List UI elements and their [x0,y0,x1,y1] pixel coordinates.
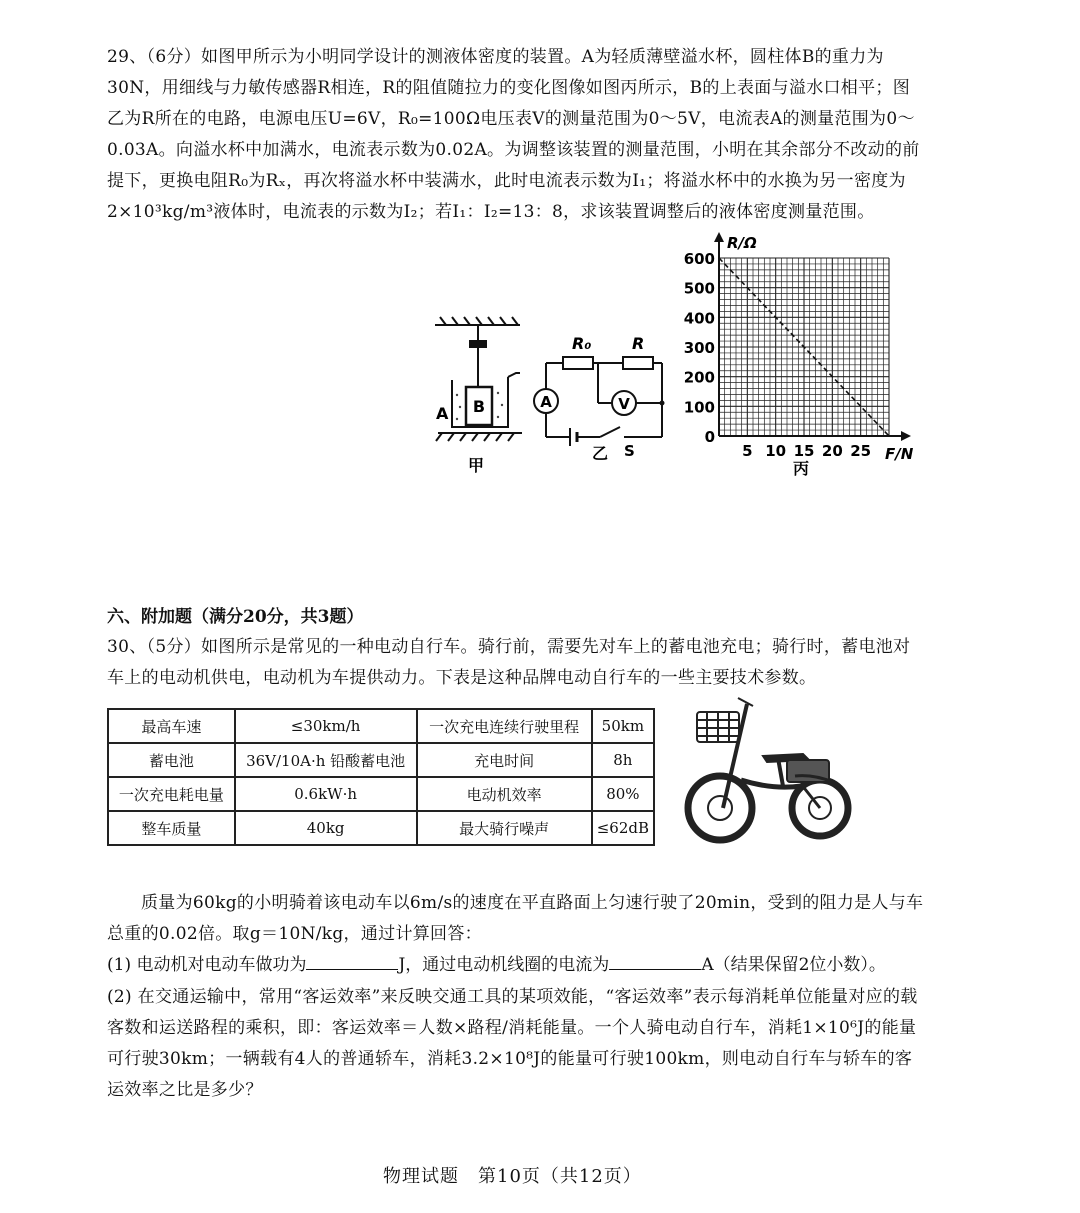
table-cell: 一次充电连续行驶里程 [417,709,592,743]
table-cell: 0.6kW·h [235,777,417,811]
electric-bicycle-illustration [683,690,858,855]
x-axis-arrow [901,431,911,441]
voltmeter-label: V [618,395,630,413]
table-row [108,811,654,845]
x-tick-label: 10 [765,442,787,460]
x-tick-label: 25 [850,442,872,460]
answer-blank-current[interactable] [609,952,701,970]
y-tick-label: 400 [683,309,715,328]
table-cell: 电动机效率 [417,777,592,811]
cylinder-b-label: B [472,397,486,416]
table-cell: 一次充电耗电量 [108,777,235,811]
figure-jia-caption: 甲 [467,456,485,475]
x-tick-label: 5 [742,442,753,460]
sub-question-1 [107,950,886,975]
y-axis-arrow [714,232,724,242]
question-29-text: 29、（6分）如图甲所示为小明同学设计的测液体密度的装置。A为轻质薄壁溢水杯，圆柱体B的重力为30N，用细线与力敏传感器R相连，R的阻值随拉力的变化图像如图丙所示，B的上表面与溢水口相平；图乙为R所在的电路，电源电压U=6V，R₀=100Ω电压表V的测量范围为0～5V，电流表A的测量范围为0～0.03A。向溢水杯中加满水，电流表示数为0.02A。为调整该装置的测量范围，小明在其余部分不改动的前提下，更换电阻R₀为Rₓ，再次将溢水杯中装满水，此时电流表示数为I₁；将溢水杯中的水换为另一密度为2×10³kg/m³液体时，电流表的示数为I₂；若I₁：I₂=13：8，求该装置调整后的液体密度测量范围。 [107,47,920,222]
table-cell: 蓄电池 [108,743,235,777]
y-tick-label: 200 [683,368,715,387]
figure-jia [430,315,530,480]
figure-bing-chart [675,228,925,483]
sub-question-1-part-a: (1) 电动机对电动车做功为 [107,955,307,975]
sub-question-1-part-b: J，通过电动机线圈的电流为 [398,955,610,975]
spec-table [107,708,655,846]
question-30-intro: 30、（5分）如图所示是常见的一种电动自行车。骑行前，需要先对车上的蓄电池充电；骑行时，蓄电池对车上的电动机供电，电动机为车提供动力。下表是这种品牌电动自行车的一些主要技术参数。 [107,637,911,688]
table-row [108,777,654,811]
table-cell: 80% [592,777,654,811]
r-label: R [632,334,645,353]
table-row [108,709,654,743]
x-tick-label: 20 [821,442,843,460]
ammeter-label: A [540,393,552,411]
table-cell: 36V/10A·h 铅酸蓄电池 [235,743,417,777]
table-cell: 8h [592,743,654,777]
table-cell: 充电时间 [417,743,592,777]
table-cell: 40kg [235,811,417,845]
figure-yi [528,325,678,460]
table-cell: ≤30km/h [235,709,417,743]
y-tick-label: 100 [683,398,715,417]
table-cell: 整车质量 [108,811,235,845]
figure-yi-caption: 乙 [591,444,609,460]
r0-label: R₀ [572,334,592,353]
table-cell: 最大骑行噪声 [417,811,592,845]
page-footer: 物理试题 第10页（共12页） [383,1166,642,1187]
table-cell: ≤62dB [592,811,654,845]
y-tick-label: 500 [683,279,715,298]
table-row [108,743,654,777]
y-tick-label: 600 [683,250,715,268]
table-cell: 最高车速 [108,709,235,743]
question-30-body: 质量为60kg的小明骑着该电动车以6m/s的速度在平直路面上匀速行驶了20min，受到的阻力是人与车总重的0.02倍。取g＝10N/kg，通过计算回答： [107,893,924,944]
sub-question-1-part-c: A（结果保留2位小数）。 [701,955,886,975]
cup-a-label: A [436,404,449,423]
section-6-title: 六、附加题（满分20分，共3题） [107,607,364,627]
y-tick-label: 300 [683,339,715,357]
x-axis-label: F/N [885,445,914,463]
y-tick-label: 0 [704,428,715,446]
switch-label: S [624,442,635,460]
x-tick-label: 15 [793,442,815,460]
answer-blank-work[interactable] [306,952,398,970]
sub-question-2: (2) 在交通运输中，常用“客运效率”来反映交通工具的某项效能，“客运效率”表示每消耗单位能量对应的载客数和运送路程的乘积，即：客运效率＝人数×路程/消耗能量。一个人骑电动自行车，消耗1×10⁶J的能量可行驶30km；一辆载有4人的普通轿车，消耗3.2×10⁸J的能量可行驶100km，则电动自行车与轿车的客运效率之比是多少？ [107,987,918,1100]
table-cell: 50km [592,709,654,743]
y-axis-label: R/Ω [727,234,757,252]
figure-bing-caption: 丙 [792,459,810,478]
